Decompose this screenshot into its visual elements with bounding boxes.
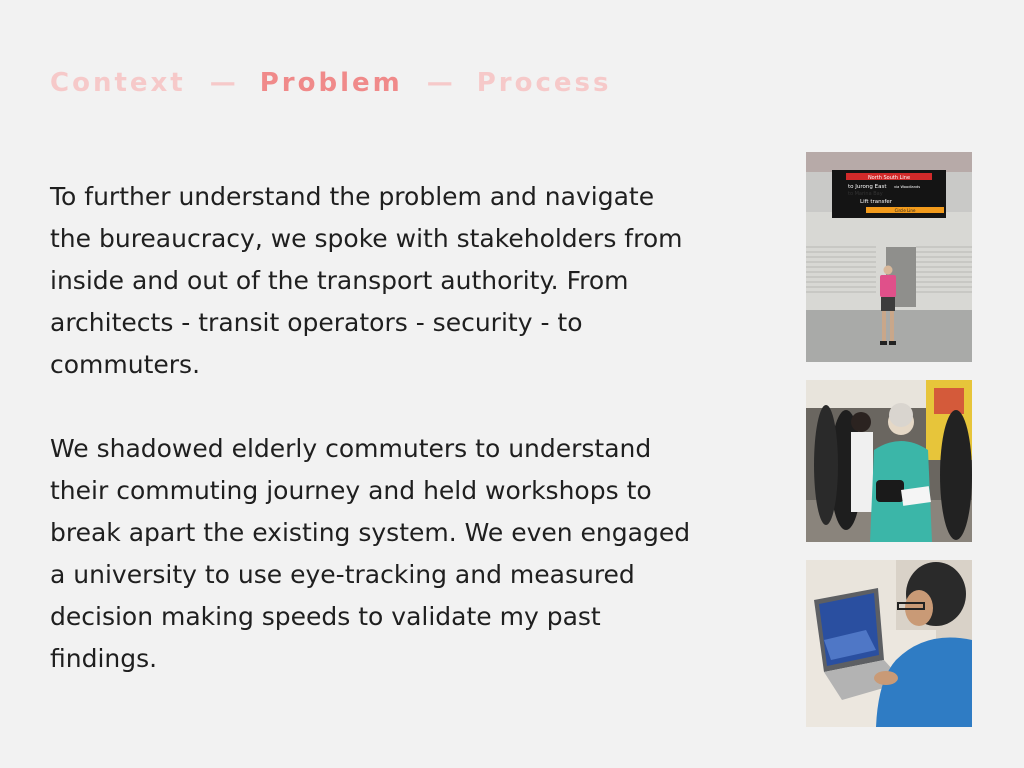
- sign-line-3: Lift transfer: [860, 199, 893, 205]
- paragraph-stakeholders: To further understand the problem and navigate the bureaucracy, we spoke with stakeholders from inside and out of the transport authority. From architects - transit operators - security - to commuters.: [50, 182, 683, 379]
- sign-line-2: to Marina Bay: [848, 191, 883, 197]
- sign-header: North South Line: [867, 175, 911, 181]
- station-sign-photo: [806, 152, 972, 362]
- elderly-commuter-photo: [806, 380, 972, 542]
- nav-step-problem[interactable]: Problem: [259, 68, 403, 98]
- eye-tracking-photo: [806, 560, 972, 727]
- body-copy: [50, 176, 700, 722]
- section-nav: [50, 68, 611, 98]
- sign-footer: Circle Line: [894, 208, 916, 213]
- nav-step-context[interactable]: Context: [50, 68, 186, 98]
- paragraph-shadowing: We shadowed elderly commuters to understand their commuting journey and held workshops to break apart the existing system. We even engaged a university to use eye-tracking and measured decision making speeds to validate my past findings.: [50, 434, 691, 673]
- nav-separator: —: [426, 68, 453, 98]
- sign-line-1: to Jurong East: [848, 184, 887, 190]
- nav-separator: —: [209, 68, 236, 98]
- sign-line-1-sub: via Woodlands: [894, 185, 921, 189]
- nav-step-process[interactable]: Process: [476, 68, 612, 98]
